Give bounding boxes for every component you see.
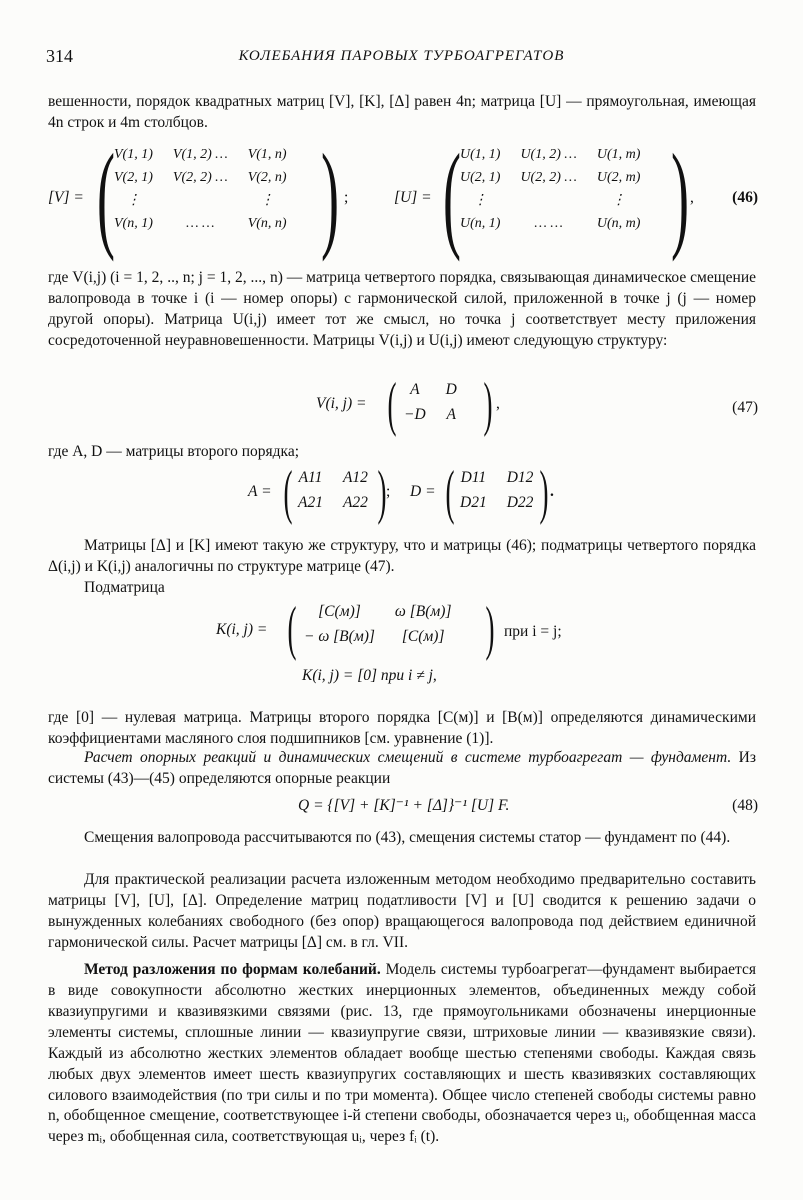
u-cell [510, 190, 586, 213]
paragraph-mode-method-text: Модель системы турбоагрегат—фундамент выбирается в виде совокупности абсолютно жестких инерционных элементов, объединенных между собой квазиупругими и квазивязкими связями (рис. 13, где прямоугольниками обозначены инерционные элементы системы, сплошные линии — квазиупругие связи, штриховые линии — квазивязкие связи). Каждый из абсолютно жестких элементов обладает вообще шестью степенями свободы. Каждая связь любых двух элементов имеет шесть квазиупругих составляющих и шесть квазивязких составляющих силового взаимодействия (по три силы и по три момента). Общее число степеней свободы системы равно n, обобщенное смещение, соответствующее i-й степени свободы, обозначается через uᵢ, обобщенная масса через mᵢ, обобщенная сила, соответствующая uᵢ, через fᵢ (t). [48, 961, 756, 1146]
eq48-formula: Q = {[V] + [K]⁻¹ + [Δ]}⁻¹ [U] F. [298, 797, 510, 814]
section-title-reactions: Расчет опорных реакций и динамических смещений в системе турбоагрегат — фундамент. [84, 749, 732, 766]
u-row-3 [450, 190, 650, 213]
k-row-2 [294, 625, 461, 650]
page-header [46, 44, 757, 68]
eq47-cell: A [446, 405, 456, 423]
eq47-right-paren: ) [483, 371, 493, 437]
v-cell: V(n, n) [247, 215, 287, 231]
u-right-paren: ) [670, 129, 689, 262]
u-cell: U(n, m) [596, 215, 641, 231]
v-cell: V(1, 2) … [172, 147, 228, 162]
k-condition-equal: при i = j; [504, 623, 562, 640]
v-cell: V(2, 2) … [172, 169, 228, 185]
eq47-cell: D [445, 381, 457, 398]
equation-number-47: (47) [732, 399, 758, 416]
paragraph-submatrix-label: Подматрица [84, 579, 165, 596]
equation-48 [48, 796, 758, 820]
a-d-period: . [550, 483, 554, 500]
u-cell: U(1, 1) [460, 147, 501, 162]
k-cell: [C(м)] [401, 627, 445, 645]
v-row-2 [104, 167, 297, 190]
k-cell: [C(м)] [318, 603, 361, 620]
equation-47 [48, 371, 758, 437]
equation-k [48, 595, 758, 694]
section-title-mode-method: Метод разложения по формам колебаний. [84, 961, 381, 978]
eq47-cell: −D [404, 405, 426, 423]
a-cell: A21 [298, 493, 323, 511]
u-cell: U(2, 2) … [520, 169, 577, 185]
v-left-paren: ( [96, 129, 115, 262]
v-cell: V(1, n) [247, 147, 287, 162]
a-left-paren: ( [283, 459, 293, 525]
eq47-cell: A [410, 381, 420, 398]
d-cell: D12 [506, 469, 534, 486]
u-cell: ⋮ [611, 192, 626, 208]
d-row-1 [450, 466, 543, 491]
eq47-matrix [394, 378, 467, 428]
d-cell: D11 [460, 469, 487, 486]
a-row-2 [288, 491, 378, 516]
v-cell: ⋮ [260, 192, 275, 208]
running-title: КОЛЕБАНИЯ ПАРОВЫХ ТУРБОАГРЕГАТОВ [238, 48, 565, 64]
k-lhs: K(i, j) = [216, 621, 268, 638]
u-left-paren: ( [442, 129, 461, 262]
a-row-1 [288, 466, 378, 491]
eq47-comma: , [496, 395, 500, 412]
v-cell: V(2, n) [247, 169, 287, 185]
k-row-1 [294, 600, 461, 625]
a-lhs: A = [248, 483, 272, 500]
paragraph-reactions-text: Из системы (43)—(45) определяются опорные реакции [48, 749, 756, 787]
paragraph-mode-method [48, 960, 756, 1148]
d-lhs: D = [410, 483, 436, 500]
u-cell: U(n, 1) [460, 215, 501, 231]
v-row-3 [104, 190, 297, 213]
a-cell: A12 [342, 469, 368, 486]
paragraph-continuation: вешенности, порядок квадратных матриц [V], [K], [Δ] равен 4n; матрица [U] — прямоугольная, имеющая 4n строк и 4m столбцов. [48, 93, 756, 131]
eq47-row-2 [394, 403, 467, 428]
u-row-2 [450, 167, 650, 190]
a-right-paren: ) [377, 459, 387, 525]
u-cell: U(1, m) [596, 147, 641, 162]
d-cell: D21 [460, 493, 487, 511]
paragraph-reactions [48, 748, 756, 790]
equation-number-48: (48) [732, 797, 758, 814]
k-zero-line: K(i, j) = [0] при i ≠ j, [302, 667, 437, 684]
u-matrix-lhs: [U] = [394, 189, 432, 206]
paragraph-displacements: Смещения валопровода рассчитываются по (43), смещения системы статор — фундамент по (44). [84, 829, 731, 846]
d-left-paren: ( [445, 459, 455, 525]
v-cell: … … [186, 215, 215, 231]
equation-number-46: (46) [732, 189, 758, 206]
d-matrix [450, 466, 543, 516]
eq47-left-paren: ( [387, 371, 397, 437]
eq47-row-1 [394, 378, 467, 403]
paragraph-vij-definition: где V(i,j) (i = 1, 2, .., n; j = 1, 2, ..., n) — матрица четвертого порядка, связывающая динамическое смещение валопровода в точке i (i — номер опоры) с гармонической силой, приложенной в точке j (j — номер другой опоры). Матрица U(i,j) имеет тот же смысл, но точка j соответствует месту приложения сосредоточенной неуравновешенности. Матрицы V(i,j) и U(i,j) имеют следующую структуру: [48, 269, 756, 349]
paragraph-delta-k-structure: Матрицы [Δ] и [K] имеют такую же структуру, что и матрицы (46); подматрицы четвертого порядка Δ(i,j) и K(i,j) аналогичны по структуре матрице (47). [48, 537, 756, 575]
u-cell: U(2, m) [596, 169, 641, 185]
u-cell: U(1, 2) … [520, 147, 577, 162]
k-cell: ω [B(м)] [394, 603, 452, 620]
eq46-comma: , [690, 189, 694, 206]
paragraph-practical-implementation: Для практической реализации расчета изложенным методом необходимо предварительно составить матрицы [V], [U], [Δ]. Определение матриц податливости [V] и [U] сводится к решению задачи о вынужденных колебаниях свободного (без опор) вращающегося валопровода под действием единичной гармонической силы. Расчет матрицы [Δ] см. в гл. VII. [48, 871, 756, 951]
k-left-paren: ( [287, 595, 297, 661]
k-matrix [294, 600, 461, 650]
v-cell: V(2, 1) [114, 169, 153, 185]
eq47-lhs: V(i, j) = [316, 395, 367, 412]
u-row-4 [450, 213, 650, 236]
v-row-1 [104, 144, 297, 167]
v-cell: V(1, 1) [114, 147, 153, 162]
v-cell [163, 190, 238, 213]
u-row-1 [450, 144, 650, 167]
paragraph-zero-matrix: где [0] — нулевая матрица. Матрицы второго порядка [C(м)] и [B(м)] определяются динамическими коэффициентами масляного слоя подшипников [см. уравнение (1)]. [48, 709, 756, 747]
v-row-4 [104, 213, 297, 236]
k-right-paren: ) [485, 595, 495, 661]
u-matrix [450, 144, 650, 236]
d-right-paren: ) [539, 459, 549, 525]
v-matrix-lhs: [V] = [48, 189, 84, 206]
u-cell: … … [534, 215, 563, 231]
paragraph-ad-definition: где A, D — матрицы второго порядка; [48, 443, 300, 460]
k-cell: − ω [B(м)] [304, 627, 375, 645]
v-cell: V(n, 1) [114, 215, 153, 231]
u-cell: U(2, 1) [460, 169, 501, 185]
u-cell: ⋮ [473, 192, 488, 208]
v-right-paren: ) [320, 129, 339, 262]
page-number: 314 [46, 46, 73, 66]
d-row-2 [450, 491, 543, 516]
eq46-separator: ; [344, 189, 349, 206]
d-cell: D22 [506, 493, 534, 511]
a-cell: A22 [342, 493, 368, 511]
v-matrix [104, 144, 297, 236]
a-cell: A11 [298, 469, 323, 486]
a-d-separator: ; [386, 483, 391, 500]
a-matrix [288, 466, 378, 516]
equation-46 [48, 129, 758, 262]
equation-a-d [48, 459, 758, 525]
v-cell: ⋮ [126, 192, 141, 208]
